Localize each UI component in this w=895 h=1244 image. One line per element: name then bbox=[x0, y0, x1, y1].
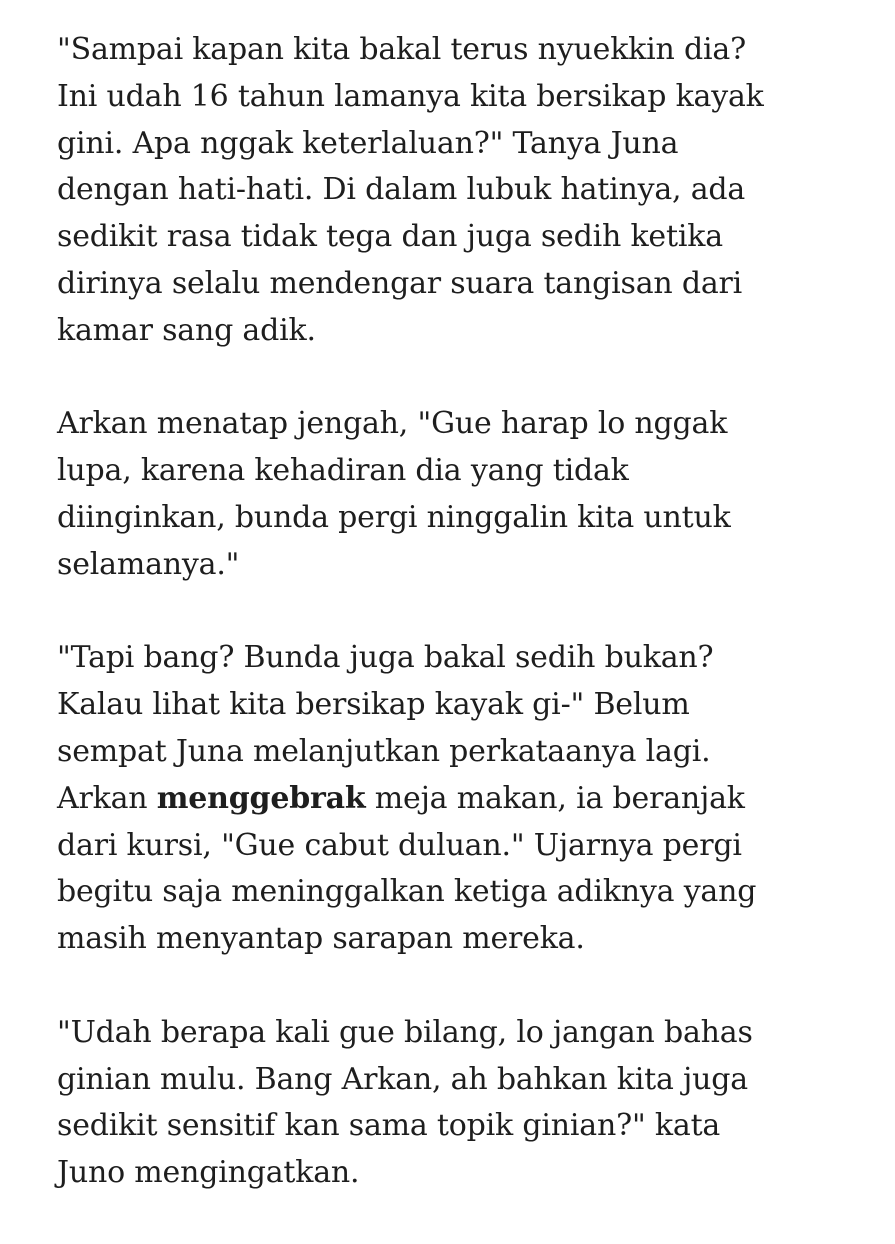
text-line: lupa, karena kehadiran dia yang tidak bbox=[57, 453, 629, 489]
text-line: selamanya." bbox=[57, 546, 240, 582]
text-line-with-bold bbox=[57, 776, 857, 823]
article-body bbox=[57, 27, 857, 1244]
text-line: "Udah berapa kali gue bilang, lo jangan bahas bbox=[57, 1014, 753, 1050]
text-line: gini. Apa nggak keterlaluan?" Tanya Juna bbox=[57, 125, 679, 161]
text-line: Juno mengingatkan. bbox=[57, 1155, 360, 1191]
text-line: begitu saja meninggalkan ketiga adiknya yang bbox=[57, 874, 757, 910]
text-line: "Tapi bang? Bunda juga bakal sedih bukan? bbox=[57, 640, 714, 676]
text-line: dari kursi, "Gue cabut duluan." Ujarnya pergi bbox=[57, 827, 742, 863]
text-line: Ini udah 16 tahun lamanya kita bersikap kayak bbox=[57, 78, 764, 114]
paragraph-2 bbox=[57, 401, 857, 588]
text-line: kamar sang adik. bbox=[57, 312, 316, 348]
text-line: diinginkan, bunda pergi ninggalin kita untuk bbox=[57, 499, 731, 535]
text-line: dengan hati-hati. Di dalam lubuk hatinya, ada bbox=[57, 172, 746, 208]
text-line: masih menyantap sarapan mereka. bbox=[57, 921, 585, 957]
text-line: Arkan menatap jengah, "Gue harap lo nggak bbox=[57, 406, 728, 442]
paragraph-1 bbox=[57, 27, 857, 355]
text-line: sempat Juna melanjutkan perkataanya lagi. bbox=[57, 733, 711, 769]
text-line: "Sampai kapan kita bakal terus nyuekkin dia? bbox=[57, 32, 746, 67]
text-line: sedikit rasa tidak tega dan juga sedih ketika bbox=[57, 219, 723, 255]
paragraph-3 bbox=[57, 635, 857, 963]
text-line: ginian mulu. Bang Arkan, ah bahkan kita juga bbox=[57, 1061, 748, 1097]
text-line: dirinya selalu mendengar suara tangisan dari bbox=[57, 265, 743, 301]
text-line: Kalau lihat kita bersikap kayak gi-" Belum bbox=[57, 687, 690, 723]
paragraph-4 bbox=[57, 1010, 857, 1197]
text-segment: Arkan bbox=[57, 780, 157, 816]
text-segment: meja makan, ia beranjak bbox=[365, 780, 745, 816]
bold-emphasis: menggebrak bbox=[156, 780, 366, 816]
text-line: sedikit sensitif kan sama topik ginian?" kata bbox=[57, 1108, 721, 1144]
